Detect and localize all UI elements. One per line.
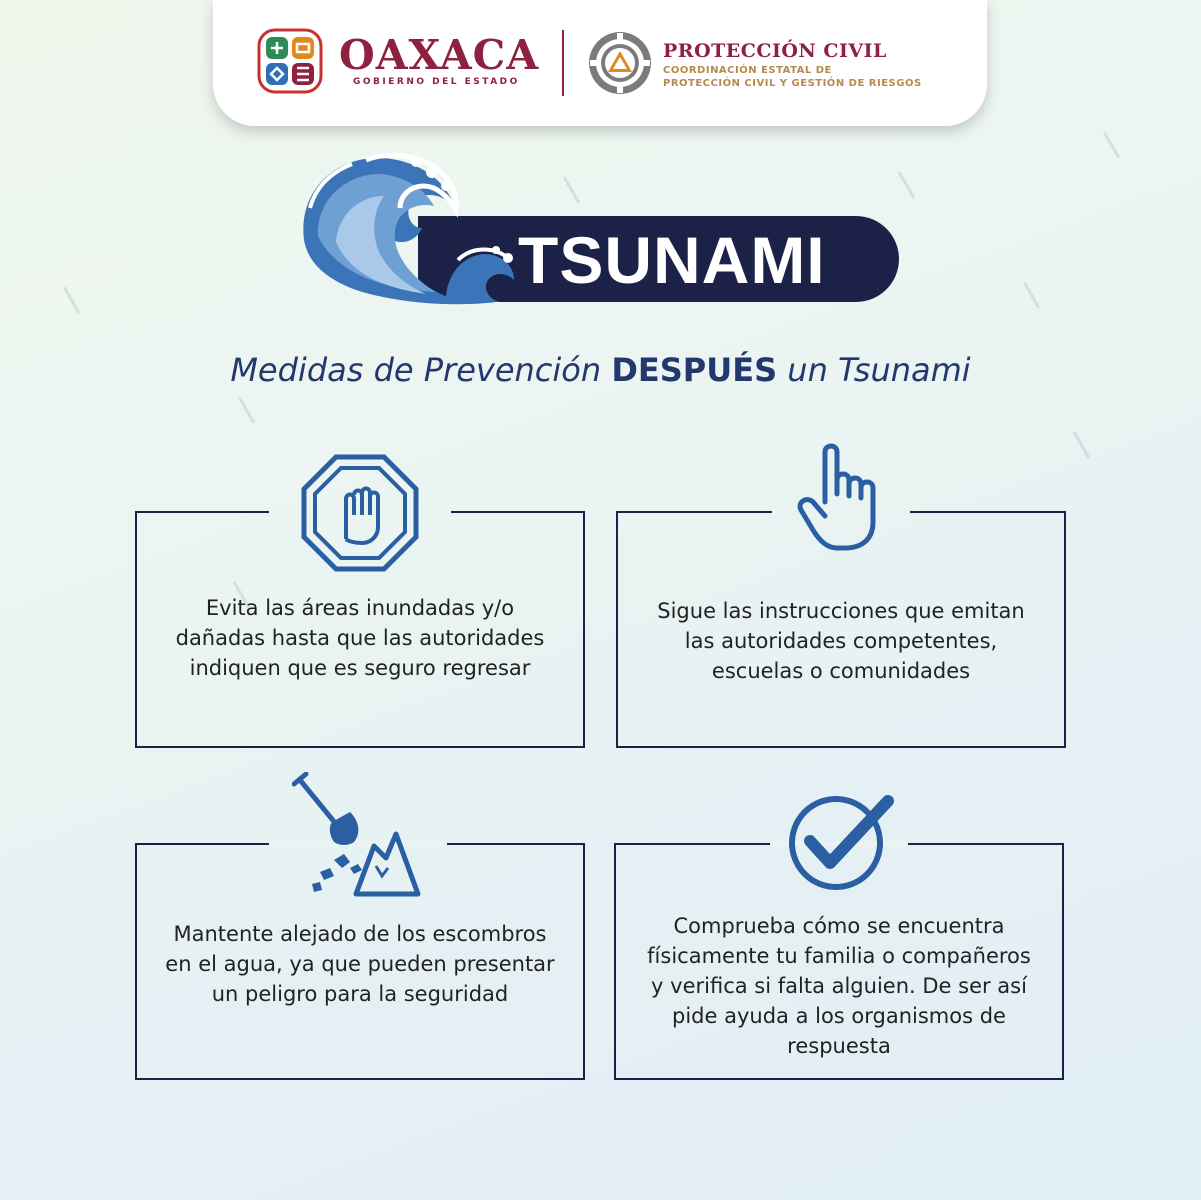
rain-streak (1103, 131, 1121, 158)
tip-text: Sigue las instrucciones que emitan las autoridades competentes, escuelas o comunidades (657, 599, 1025, 683)
page-title: TSUNAMI (518, 223, 826, 297)
subtitle-part: Medidas de Prevención (230, 351, 612, 389)
tip-text: Evita las áreas inundadas y/o dañadas hasta que las autoridades indiquen que es seguro regresar (175, 596, 545, 680)
header-divider (562, 30, 564, 96)
pointing-hand-icon (795, 440, 895, 560)
government-subtitle: GOBIERNO DEL ESTADO (353, 77, 520, 87)
rain-streak (563, 176, 581, 203)
agency-subtitle-line: COORDINACIÓN ESTATAL DE (663, 65, 832, 76)
page-subtitle (0, 350, 1201, 390)
rain-streak (898, 171, 916, 198)
check-circle-icon (784, 791, 894, 891)
government-name: OAXACA (339, 31, 540, 79)
agency-subtitle-line: PROTECCIÓN CIVIL Y GESTIÓN DE RIESGOS (663, 78, 922, 89)
header-bar (213, 0, 987, 126)
tip-text: Mantente alejado de los escombros en el agua, ya que pueden presentar un peligro para la seguridad (165, 922, 555, 1006)
subtitle-emphasis: DESPUÉS (611, 351, 778, 389)
shovel-debris-icon (292, 772, 422, 897)
wave-icon (296, 150, 536, 310)
rain-streak (238, 396, 256, 423)
stop-hand-icon (300, 453, 420, 573)
oaxaca-logo-icon (257, 28, 323, 94)
agency-subtitle (663, 64, 922, 90)
rain-streak (1023, 281, 1041, 308)
proteccion-civil-logo-icon (587, 30, 653, 96)
tip-text: Comprueba cómo se encuentra físicamente tu familia o compañeros y verifica si falta alguien. De ser así pide ayuda a los organismos de respuesta (647, 914, 1031, 1058)
rain-streak (1073, 431, 1091, 458)
subtitle-part: un Tsunami (777, 351, 971, 389)
rain-streak (63, 286, 81, 313)
agency-name: PROTECCIÓN CIVIL (663, 40, 887, 62)
